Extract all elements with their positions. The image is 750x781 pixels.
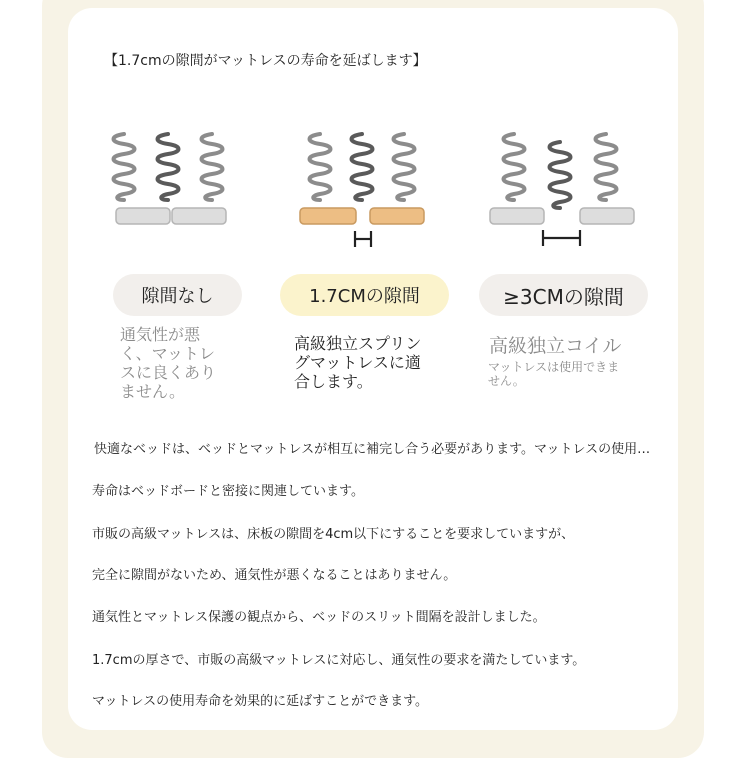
small-gap-illustration [298, 128, 428, 252]
gap-marker-icon [543, 230, 580, 246]
gap-marker-icon [355, 231, 371, 247]
paragraph-line: マットレスの使用寿命を効果的に延ばすことができます。 [92, 694, 429, 709]
option-label-small-gap: 1.7CMの隙間 [280, 274, 449, 316]
option-label-large-gap: ≥3CMの隙間 [479, 274, 648, 316]
paragraph-line: 完全に隙間がないため、通気性が悪くなることはありません。 [92, 568, 457, 583]
spring-left-icon [114, 134, 135, 200]
large-gap-illustration [488, 128, 640, 252]
paragraph-line: 通気性とマットレス保護の観点から、ベッドのスリット間隔を設計しました。 [92, 610, 546, 625]
paragraph-line: 市販の高級マットレスは、床板の隙間を4cm以下にすることを要求していますが、 [92, 527, 575, 542]
section-heading: 【1.7cmの隙間がマットレスの寿命を延ばします】 [104, 53, 427, 69]
option-label-no-gap: 隙間なし [113, 274, 242, 316]
spring-right-icon [394, 134, 415, 200]
spring-center-icon [158, 134, 179, 200]
option-desc-large-gap: マットレスは使用できません。 [488, 360, 620, 388]
slat-left [116, 208, 170, 224]
option-desc-small-gap: 高級独立スプリングマットレスに適合します。 [294, 334, 422, 391]
paragraph-line: 快適なベッドは、ベッドとマットレスが相互に補完し合う必要があります。マットレスの使用… [94, 442, 651, 457]
option-desc-title-large-gap: 高級独立コイル [489, 335, 622, 357]
spring-right-icon [202, 134, 223, 200]
spring-center-icon [550, 142, 571, 208]
no-gap-illustration [108, 128, 234, 228]
option-desc-no-gap: 通気性が悪く、マットレスに良くありません。 [120, 325, 217, 401]
slat-right [580, 208, 634, 224]
spring-right-icon [596, 134, 617, 200]
slat-left [300, 208, 356, 224]
paragraph-line: 1.7cmの厚さで、市販の高級マットレスに対応し、通気性の要求を満たしています。 [92, 653, 586, 668]
slat-right [370, 208, 424, 224]
paragraph-line: 寿命はベッドボードと密接に関連しています。 [92, 484, 364, 499]
slat-left [490, 208, 544, 224]
spring-left-icon [504, 134, 525, 200]
spring-center-icon [352, 134, 373, 200]
slat-right [172, 208, 226, 224]
spring-left-icon [310, 134, 331, 200]
